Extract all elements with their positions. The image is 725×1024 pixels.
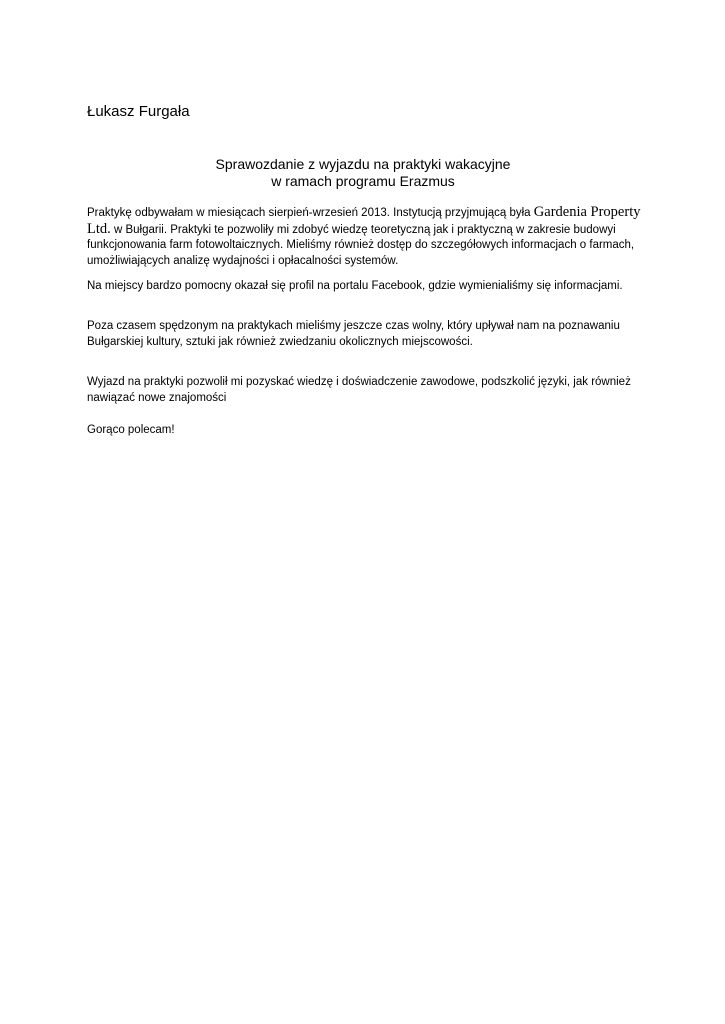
company-name: Gardenia Property Ltd. [87, 204, 641, 237]
paragraph-text: Praktykę odbywałam w miesiącach sierpień-wrzesień 2013. Instytucją przyjmującą była [87, 207, 534, 219]
author-name: Łukasz Furgała [87, 103, 190, 120]
paragraph-text: w Bułgarii. Praktyki te pozwoliły mi zdobyć wiedzę teoretyczną jak i praktyczną w zakresie budowyi funkcjonowania farm fotowoltaicznych. Mieliśmy również dostęp do szczegółowych informacjach o farmach, umożliwiających analizę wydajności i opłacalności systemów. [87, 223, 635, 267]
paragraph-facebook: Na miejscy bardzo pomocny okazał się profil na portalu Facebook, gdzie wymienialiśmy się informacjami. [87, 280, 623, 292]
paragraph-free-time: Poza czasem spędzonym na praktykach mieliśmy jeszcze czas wolny, który upływał nam na poznawaniu Bułgarskiej kultury, sztuki jak również zwiedzaniu okolicznych miejscowości. [87, 320, 620, 348]
paragraph-summary: Wyjazd na praktyki pozwolił mi pozyskać wiedzę i doświadczenie zawodowe, podszkolić języki, jak również nawiązać nowe znajomości [87, 376, 631, 404]
report-title-line-2: w ramach programu Erazmus [271, 173, 455, 189]
report-title-line-1: Sprawozdanie z wyjazdu na praktyki wakacyjne [215, 156, 511, 172]
paragraph-recommendation: Gorąco polecam! [87, 424, 175, 436]
paragraph-internship-details [87, 205, 642, 269]
